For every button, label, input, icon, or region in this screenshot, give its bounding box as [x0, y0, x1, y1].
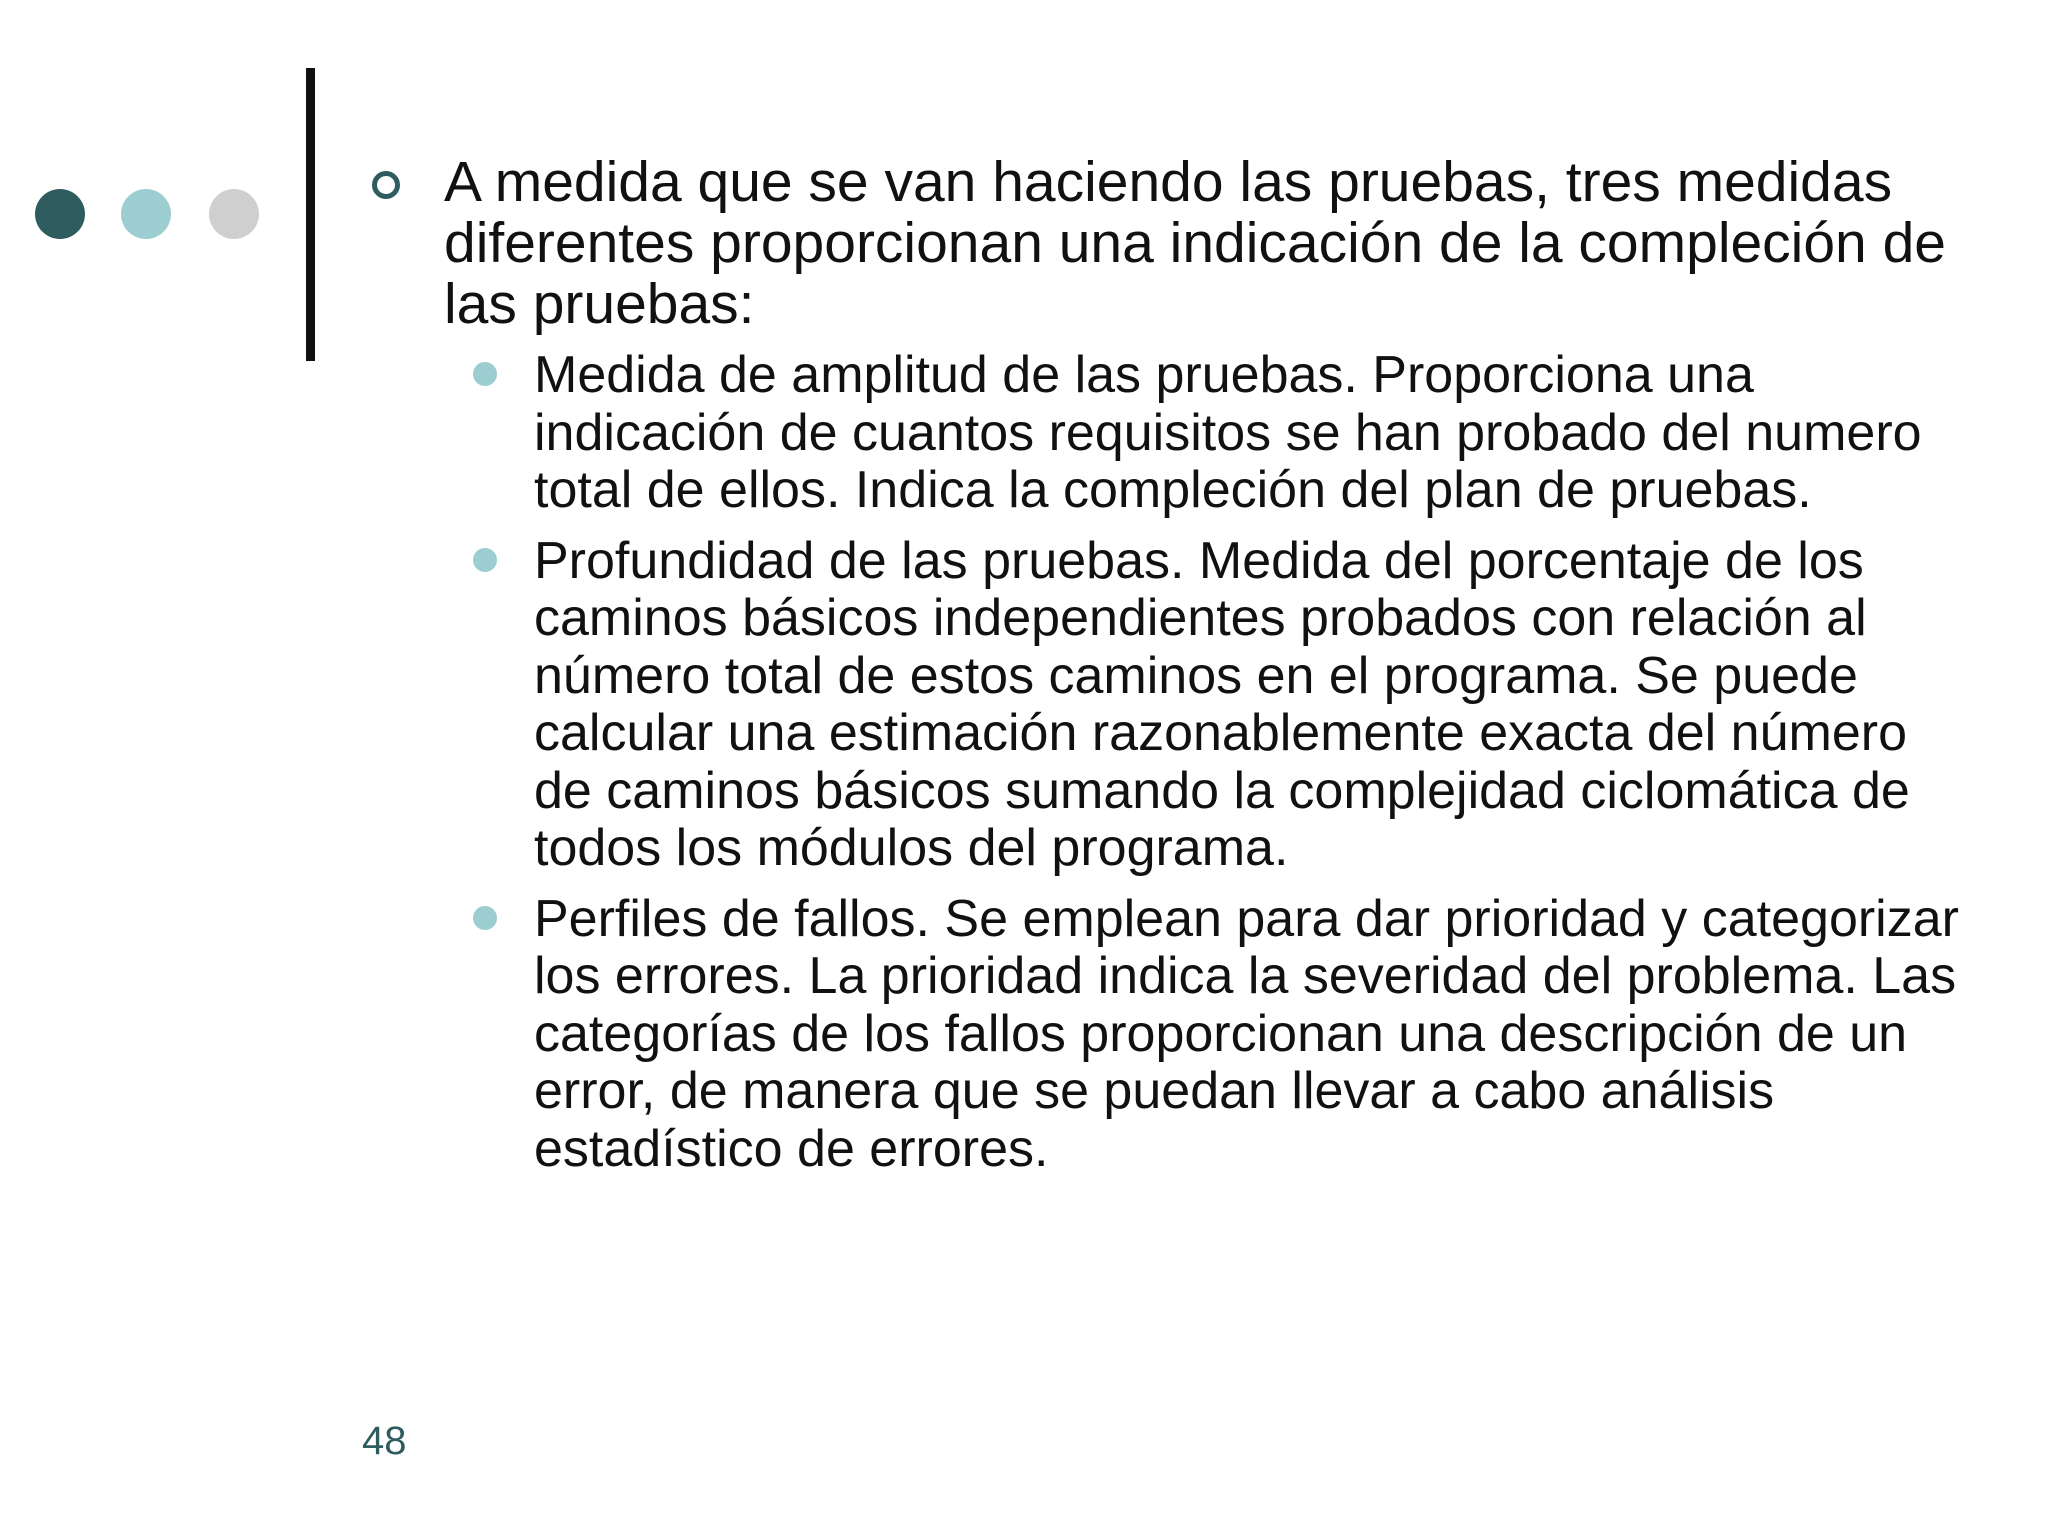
sub-bullet-item: [360, 891, 1960, 1179]
decorative-dot-teal: [121, 189, 171, 239]
dot-bullet-icon: [473, 906, 497, 930]
sub-bullet-list: [360, 347, 1960, 1178]
sub-bullet-item: [360, 533, 1960, 878]
dot-bullet-icon: [473, 548, 497, 572]
decorative-dot-dark: [35, 189, 85, 239]
sub-bullet-text: Medida de amplitud de las pruebas. Proporciona una indicación de cuantos requisitos se han probado del numero total de ellos. Indica la compleción del plan de pruebas.: [534, 346, 1922, 519]
sub-bullet-item: [360, 347, 1960, 520]
main-bullet-text: A medida que se van haciendo las pruebas, tres medidas diferentes proporcionan una indicación de la compleción de las pruebas:: [444, 150, 1946, 336]
main-bullet-item: [360, 152, 1960, 335]
page-number: 48: [362, 1419, 407, 1463]
dot-bullet-icon: [473, 362, 497, 386]
decorative-dot-gray: [209, 189, 259, 239]
slide-content: [360, 152, 1960, 1191]
sub-bullet-text: Profundidad de las pruebas. Medida del porcentaje de los caminos básicos independientes probados con relación al número total de estos caminos en el programa. Se puede calcular una estimación razonablemente exacta del número de caminos básicos sumando la complejidad ciclomática de todos los módulos del programa.: [534, 531, 1910, 877]
ring-bullet-icon: [372, 171, 400, 199]
sub-bullet-text: Perfiles de fallos. Se emplean para dar prioridad y categorizar los errores. La prioridad indica la severidad del problema. Las categorías de los fallos proporcionan una descripción de un error, de manera que se puedan llevar a cabo análisis estadístico de errores.: [534, 889, 1959, 1178]
vertical-divider-bar: [306, 68, 315, 361]
